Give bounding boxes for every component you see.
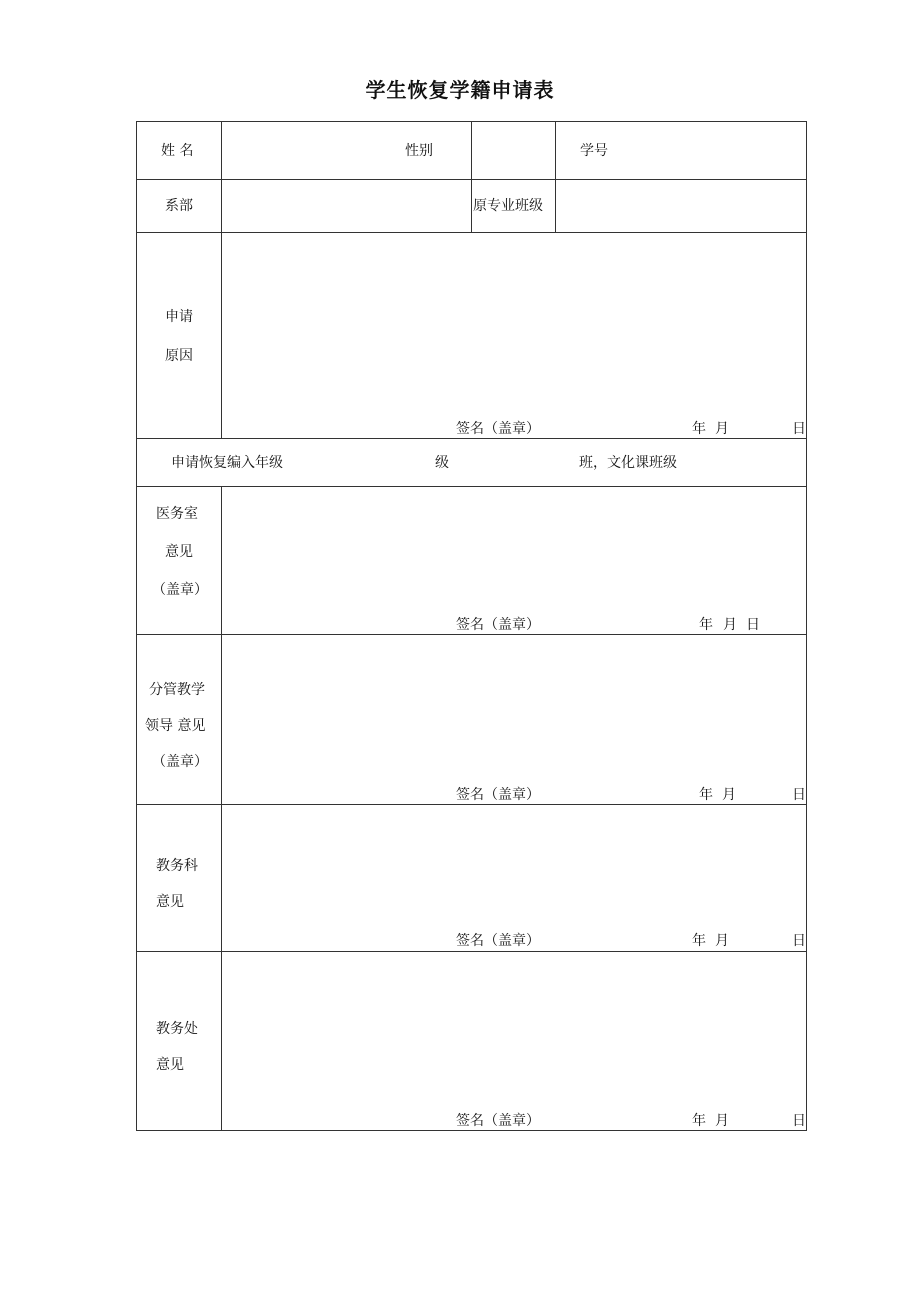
academic-office-opinion-field[interactable] (223, 953, 805, 1103)
signature-label: 签名（盖章） (456, 617, 540, 633)
day-label: 日 (792, 421, 806, 437)
year-label: 年 (692, 933, 706, 949)
leader-label-line3: （盖章） (152, 754, 208, 770)
application-label-line1: 申请 (165, 309, 193, 325)
student-id-label: 学号 (580, 143, 608, 159)
clinic-label-line1: 医务室 (156, 506, 198, 522)
application-form-table (136, 121, 807, 1131)
clinic-label-line3: （盖章） (152, 582, 208, 598)
month-label: 月 (715, 1113, 729, 1129)
original-class-field[interactable] (557, 181, 805, 231)
column-divider (471, 122, 472, 232)
day-label: 日 (792, 933, 806, 949)
year-label: 年 (699, 787, 713, 803)
row-divider (137, 951, 806, 952)
grade-suffix: 级 (435, 455, 449, 471)
signature-label: 签名（盖章） (456, 421, 540, 437)
year-label: 年 (692, 421, 706, 437)
signature-label: 签名（盖章） (456, 1113, 540, 1129)
leader-label-line2: 领导 意见 (145, 718, 206, 734)
department-label: 系部 (165, 198, 193, 214)
day-label: 日 (792, 1113, 806, 1129)
academic-office-label-line1: 教务处 (156, 1021, 198, 1037)
original-class-label: 原专业班级 (473, 198, 543, 214)
application-label-line2: 原因 (165, 348, 193, 364)
clinic-label-line2: 意见 (165, 544, 193, 560)
academic-office-label-line2: 意见 (156, 1057, 184, 1073)
row-divider (137, 634, 806, 635)
year-label: 年 (692, 1113, 706, 1129)
academic-section-opinion-field[interactable] (223, 806, 805, 924)
column-divider (221, 122, 222, 438)
signature-label: 签名（盖章） (456, 933, 540, 949)
row-divider (137, 486, 806, 487)
column-divider (221, 486, 222, 1130)
academic-section-label-line2: 意见 (156, 894, 184, 910)
row-divider (137, 804, 806, 805)
month-label: 月 (723, 617, 737, 633)
leader-opinion-field[interactable] (223, 636, 805, 776)
month-label: 月 (715, 933, 729, 949)
application-reason-field[interactable] (223, 234, 805, 404)
class-suffix: 班，文化课班级 (579, 455, 677, 471)
day-label: 日 (792, 787, 806, 803)
row-divider (137, 232, 806, 233)
department-field[interactable] (223, 181, 470, 231)
column-divider (555, 122, 556, 232)
name-label: 姓 名 (161, 143, 194, 159)
year-label: 年 (699, 617, 713, 633)
month-label: 月 (722, 787, 736, 803)
restore-grade-field[interactable] (297, 444, 432, 480)
form-title: 学生恢复学籍申请表 (365, 78, 555, 102)
gender-field[interactable] (473, 123, 554, 178)
gender-label: 性别 (405, 143, 433, 159)
student-id-field[interactable] (617, 123, 805, 178)
restore-grade-label: 申请恢复编入年级 (171, 455, 283, 471)
day-label: 日 (746, 617, 760, 633)
signature-label: 签名（盖章） (456, 787, 540, 803)
restore-class-field[interactable] (455, 444, 575, 480)
name-field[interactable] (223, 123, 403, 178)
culture-class-field[interactable] (689, 444, 804, 480)
clinic-opinion-field[interactable] (223, 488, 805, 608)
row-divider (137, 438, 806, 439)
month-label: 月 (715, 421, 729, 437)
academic-section-label-line1: 教务科 (156, 858, 198, 874)
leader-label-line1: 分管教学 (149, 682, 205, 698)
